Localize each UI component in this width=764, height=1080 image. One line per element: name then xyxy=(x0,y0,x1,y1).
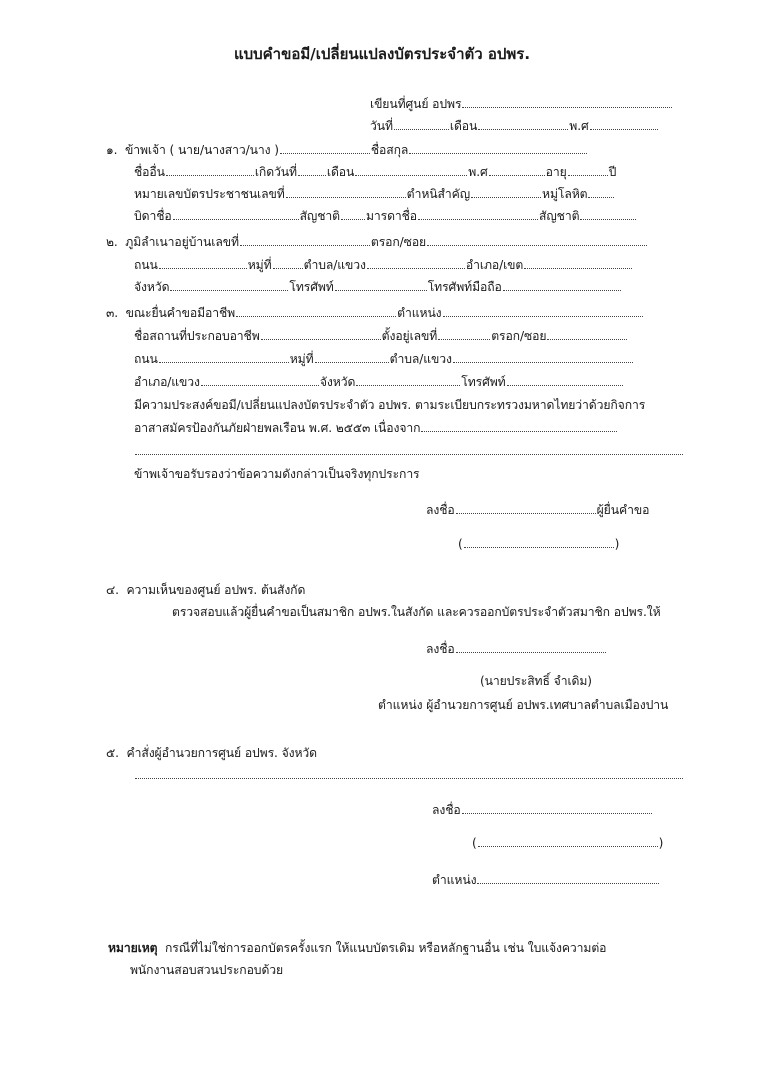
birth-year-field[interactable] xyxy=(489,164,545,176)
section1-row3: หมายเลขบัตรประชาชนเลขที่ ตำหนิสำคัญ หมู่โลหิต xyxy=(134,186,615,202)
birth-month-field[interactable] xyxy=(355,164,467,176)
id-card-field[interactable] xyxy=(286,186,406,198)
section3-row1: ๓. ขณะยื่นคำขอมีอาชีพ ตำแหน่ง xyxy=(106,305,644,321)
reason-field[interactable] xyxy=(421,420,617,432)
mother-nationality-field[interactable] xyxy=(580,208,636,220)
workplace-name-field[interactable] xyxy=(261,328,381,340)
form-title: แบบคำขอมี/เปลี่ยนแปลงบัตรประจำตัว อปพร. xyxy=(233,45,531,63)
age-field[interactable] xyxy=(568,164,608,176)
applicant-name-field[interactable] xyxy=(280,142,370,154)
applicant-printed-name-row: ( ) xyxy=(458,537,620,551)
applicant-signature-field[interactable] xyxy=(456,502,596,514)
date-year-field[interactable] xyxy=(590,118,658,130)
purpose-line2: อาสาสมัครป้องกันภัยฝ่ายพลเรือน พ.ศ. ๒๕๕๓ เนื่องจาก xyxy=(134,420,618,436)
mark-field[interactable] xyxy=(471,186,541,198)
section4-heading: ๔. ความเห็นของศูนย์ อปพร. ต้นสังกัด xyxy=(106,583,306,597)
signer-position: ตำแหน่ง ผู้อำนวยการศูนย์ อปพร.เทศบาลตำบลเมืองปาน xyxy=(378,698,669,712)
section2-row3: จังหวัด โทรศัพท์ โทรศัพท์มือถือ xyxy=(134,279,622,295)
father-name-field[interactable] xyxy=(173,208,299,220)
home-road-field[interactable] xyxy=(159,257,247,269)
director-printed-name-field[interactable] xyxy=(478,835,658,847)
section2-row1: ๒. ภูมิลำเนาอยู่บ้านเลขที่ ตรอก/ซอย xyxy=(106,234,648,250)
home-phone-field[interactable] xyxy=(335,279,427,291)
workplace-moo-field[interactable] xyxy=(315,351,389,363)
section1-row4: บิดาชื่อ สัญชาติ มารดาชื่อ สัญชาติ xyxy=(134,208,637,224)
section2-row2: ถนน หมู่ที่ ตำบล/แขวง อำเภอ/เขต xyxy=(134,257,633,273)
position-field[interactable] xyxy=(443,305,643,317)
home-moo-field[interactable] xyxy=(273,257,303,269)
mother-name-field[interactable] xyxy=(418,208,538,220)
home-province-field[interactable] xyxy=(170,279,288,291)
note-line2: พนักงานสอบสวนประกอบด้วย xyxy=(130,963,284,977)
date-month-field[interactable] xyxy=(478,118,568,130)
date-day-field[interactable] xyxy=(394,118,449,130)
certify-statement: ข้าพเจ้าขอรับรองว่าข้อความดังกล่าวเป็นจริงทุกประการ xyxy=(134,467,420,481)
director-printed-name-row: ( ) xyxy=(472,836,664,850)
workplace-province-field[interactable] xyxy=(356,374,460,386)
reason-continuation xyxy=(134,443,684,459)
section3-row2: ชื่อสถานที่ประกอบอาชีพ ตั้งอยู่เลขที่ ตรอก/ซอย xyxy=(134,328,628,344)
home-alley-field[interactable] xyxy=(427,234,647,246)
occupation-field[interactable] xyxy=(236,305,396,317)
center-signature-row: ลงชื่อ xyxy=(426,641,607,657)
section1-row2: ชื่ออื่น เกิดวันที่ เดือน พ.ศ อายุ ปี xyxy=(134,165,617,179)
signer-name: (นายประสิทธิ์ จำเดิม) xyxy=(480,674,592,688)
workplace-district-field[interactable] xyxy=(201,374,319,386)
mobile-phone-field[interactable] xyxy=(503,279,621,291)
order-field[interactable] xyxy=(135,767,683,779)
reason-field-continued[interactable] xyxy=(135,443,683,455)
written-at-field[interactable] xyxy=(462,96,672,108)
workplace-road-field[interactable] xyxy=(159,351,289,363)
section1-row1: ๑. ข้าพเจ้า ( นาย/นางสาว/นาง ) ชื่อสกุล xyxy=(106,142,588,158)
section3-row3: ถนน หมู่ที่ ตำบล/แขวง xyxy=(134,351,634,367)
written-at-row: เขียนที่ศูนย์ อปพร xyxy=(370,96,673,112)
purpose-line1: มีความประสงค์ขอมี/เปลี่ยนแปลงบัตรประจำตัว อปพร. ตามระเบียบกระทรวงมหาดไทยว่าด้วยกิจการ xyxy=(134,398,646,412)
applicant-surname-field[interactable] xyxy=(409,142,587,154)
director-signature-row: ลงชื่อ xyxy=(432,802,653,818)
director-position-row: ตำแหน่ง xyxy=(432,872,660,888)
workplace-phone-field[interactable] xyxy=(507,374,623,386)
applicant-signature-row: ลงชื่อ ผู้ยื่นคำขอ xyxy=(426,503,650,517)
date-row: วันที่ เดือน พ.ศ xyxy=(370,118,659,134)
center-signature-field[interactable] xyxy=(456,641,606,653)
house-no-field[interactable] xyxy=(240,234,370,246)
home-subdistrict-field[interactable] xyxy=(367,257,465,269)
father-nationality-field[interactable] xyxy=(341,208,365,220)
note-line1: หมายเหตุ กรณีที่ไม่ใช่การออกบัตรครั้งแรก ให้แนบบัตรเดิม หรือหลักฐานอื่น เช่น ใบแจ้งความต่อ xyxy=(108,941,607,955)
section5-heading: ๕. คำสั่งผู้อำนวยการศูนย์ อปพร. จังหวัด xyxy=(106,746,317,760)
note-label: หมายเหตุ xyxy=(108,941,158,955)
section3-row4: อำเภอ/แขวง จังหวัด โทรศัพท์ xyxy=(134,374,624,390)
section4-opinion: ตรวจสอบแล้วผู้ยื่นคำขอเป็นสมาชิก อปพร.ในสังกัด และควรออกบัตรประจำตัวสมาชิก อปพร.ให้ xyxy=(172,605,661,619)
workplace-alley-field[interactable] xyxy=(547,328,627,340)
other-name-field[interactable] xyxy=(166,164,254,176)
birth-day-field[interactable] xyxy=(298,164,326,176)
workplace-subdistrict-field[interactable] xyxy=(453,351,633,363)
director-position-field[interactable] xyxy=(477,872,659,884)
applicant-printed-name-field[interactable] xyxy=(464,536,614,548)
director-signature-field[interactable] xyxy=(462,802,652,814)
workplace-no-field[interactable] xyxy=(438,328,490,340)
order-line xyxy=(134,767,684,783)
home-district-field[interactable] xyxy=(524,257,632,269)
blood-type-field[interactable] xyxy=(588,186,614,198)
